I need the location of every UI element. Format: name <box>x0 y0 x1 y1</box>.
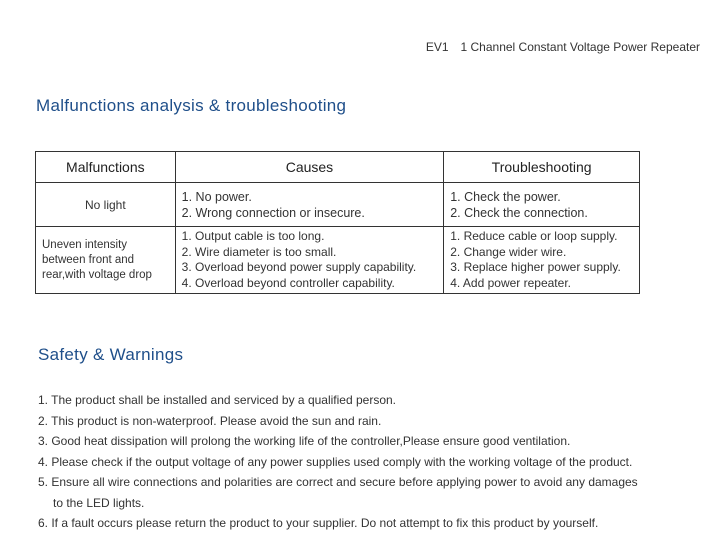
warnings-list <box>38 390 698 534</box>
malfunction-text: between front and <box>42 253 135 266</box>
list-item <box>38 390 698 411</box>
fix-item: 3. Replace higher power supply. <box>450 260 621 274</box>
warning-text: 2. This product is non-waterproof. Please avoid the sun and rain. <box>38 413 382 428</box>
causes-cell <box>175 183 444 227</box>
fixes-cell <box>444 227 640 294</box>
fixes-cell <box>444 183 640 227</box>
cause-item: 2. Wrong connection or insecure. <box>181 205 365 220</box>
cause-item: 4. Overload beyond controller capability. <box>181 275 395 290</box>
fix-item: 4. Add power repeater. <box>450 275 571 290</box>
fix-item: 2. Change wider wire. <box>450 244 567 259</box>
fix-item: 1. Reduce cable or loop supply. <box>450 229 618 243</box>
product-title: 1 Channel Constant Voltage Power Repeater <box>460 40 700 54</box>
warning-text: 3. Good heat dissipation will prolong the working life of the controller,Please ensure good ventilation. <box>38 434 571 448</box>
list-item <box>38 472 698 513</box>
table-header-row <box>36 152 640 183</box>
table-row <box>36 183 640 227</box>
warning-continuation: to the LED lights. <box>53 495 145 510</box>
troubleshooting-table <box>35 151 640 294</box>
cause-item: 2. Wire diameter is too small. <box>181 244 337 259</box>
list-item <box>38 411 698 432</box>
troubleshooting-heading: Malfunctions analysis & troubleshooting <box>36 96 347 115</box>
document-header <box>426 40 700 54</box>
warning-text: 1. The product shall be installed and serviced by a qualified person. <box>38 393 397 407</box>
list-item <box>38 452 698 473</box>
malfunction-text: Uneven intensity <box>42 238 128 251</box>
safety-heading: Safety & Warnings <box>38 345 184 364</box>
model-number: EV1 <box>425 40 449 54</box>
malfunction-text: No light <box>84 197 126 212</box>
column-header-troubleshooting: Troubleshooting <box>444 152 640 183</box>
warning-text: 5. Ensure all wire connections and polarities are correct and secure before applying power to avoid any damages <box>38 475 638 489</box>
cause-item: 3. Overload beyond power supply capability. <box>181 260 417 274</box>
malfunction-cell <box>36 183 176 227</box>
column-header-causes: Causes <box>175 152 444 183</box>
warning-text: 4. Please check if the output voltage of any power supplies used comply with the working voltage of the product. <box>38 454 633 469</box>
causes-cell <box>175 227 444 294</box>
table-row <box>36 227 640 294</box>
cause-item: 1. No power. <box>181 189 252 204</box>
list-item <box>38 431 698 452</box>
fix-item: 1. Check the power. <box>450 189 561 204</box>
column-header-malfunctions: Malfunctions <box>36 152 176 183</box>
malfunction-cell <box>36 227 176 294</box>
cause-item: 1. Output cable is too long. <box>181 229 325 243</box>
fix-item: 2. Check the connection. <box>450 205 588 220</box>
malfunction-text: rear,with voltage drop <box>42 268 152 281</box>
list-item <box>38 513 698 534</box>
warning-text: 6. If a fault occurs please return the product to your supplier. Do not attempt to fix this product by yourself. <box>38 516 599 530</box>
